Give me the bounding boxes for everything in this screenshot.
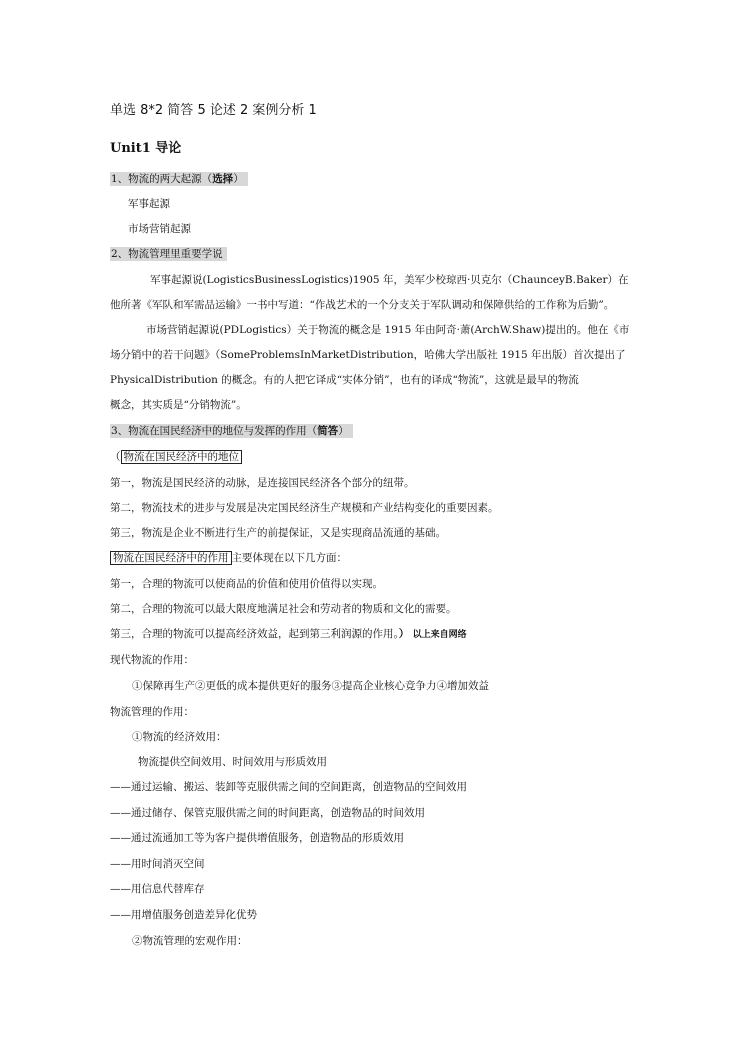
section-3-heading-close: ）	[338, 425, 349, 437]
section-3-heading	[110, 424, 353, 438]
mgmt-utility-types: 物流提供空间效用、时间效用与形质效用	[138, 756, 327, 768]
role-subheading	[110, 551, 347, 565]
section-3-heading-text: 3、物流在国民经济中的地位与发挥的作用（	[111, 425, 318, 437]
section-1-highlight	[110, 172, 248, 186]
position-item-2: 第二，物流技术的进步与发展是决定国民经济生产规模和产业结构变化的重要因素。	[110, 502, 499, 514]
origin-item-military: 军事起源	[128, 198, 170, 210]
exam-info: 单选 8*2 简答 5 论述 2 案例分析 1	[110, 103, 317, 118]
role-item-3-text: 第三，合理的物流可以提高经济效益，起到第三利润源的作用。	[110, 628, 399, 640]
position-item-3: 第三，物流是企业不断进行生产的前提保证，又是实现商品流通的基础。	[110, 527, 446, 539]
section-1-heading	[110, 172, 248, 186]
mgmt-role-label: 物流管理的作用：	[110, 706, 194, 718]
boxed-label-role: 物流在国民经济中的作用	[110, 551, 232, 565]
position-item-1: 第一，物流是国民经济的动脉，是连接国民经济各个部分的纽带。	[110, 477, 415, 489]
mgmt-dash-1: ——通过运输、搬运、装卸等克服供需之间的空间距离，创造物品的空间效用	[110, 781, 467, 793]
mgmt-dash-4: ——用时间消灭空间	[110, 858, 205, 870]
para-marketing-line-2: 场分销中的若干问题》（SomeProblemsInMarketDistribution，哈佛大学出版社 1915 年出版）首次提出了	[110, 349, 626, 361]
mgmt-economic-utility: ①物流的经济效用：	[132, 731, 227, 743]
position-subheading	[110, 450, 242, 464]
role-subheading-tail: 主要体现在以下几方面：	[231, 552, 347, 564]
origin-item-marketing: 市场营销起源	[128, 223, 191, 235]
mgmt-dash-2: ——通过储存、保管克服供需之间的时间距离，创造物品的时间效用	[110, 807, 425, 819]
section-1-heading-bold: 选择	[212, 173, 234, 185]
mgmt-dash-5: ——用信息代替库存	[110, 883, 205, 895]
section-3-heading-bold: 简答	[317, 425, 339, 437]
section-1-heading-close: ）	[233, 173, 244, 185]
boxed-label-position: 物流在国民经济中的地位	[121, 450, 243, 464]
para-marketing-line-1: 市场营销起源说(PDLogistics）关于物流的概念是 1915 年由阿奇·萧(ArchW.Shaw)提出的。他在《市	[146, 324, 630, 336]
role-item-2: 第二，合理的物流可以最大限度地满足社会和劳动者的物质和文化的需要。	[110, 603, 457, 615]
source-note: 以上来自网络	[412, 630, 467, 640]
section-3-highlight	[110, 424, 353, 438]
modern-role-line: ①保障再生产②更低的成本提供更好的服务③提高企业核心竞争力④增加效益	[132, 680, 489, 692]
open-paren: （	[110, 451, 121, 463]
para-marketing-line-3: PhysicalDistribution 的概念。有的人把它译成“实体分销”，也有的译成“物流”，这就是最早的物流	[110, 374, 579, 386]
section-1-heading-text: 1、物流的两大起源（	[111, 173, 213, 185]
role-item-1: 第一，合理的物流可以使商品的价值和使用价值得以实现。	[110, 578, 383, 590]
section-2-heading	[110, 247, 227, 261]
role-item-3	[110, 627, 467, 642]
para-military-line-1: 军事起源说(LogisticsBusinessLogistics)1905 年，美军少校琼西·贝克尔（ChaunceyB.Baker）在	[150, 274, 629, 286]
mgmt-dash-6: ——用增值服务创造差异化优势	[110, 909, 257, 921]
modern-role-label: 现代物流的作用：	[110, 654, 194, 666]
section-2-heading-text: 2、物流管理里重要学说	[110, 247, 227, 261]
para-marketing-line-4: 概念，其实质是“分销物流”。	[110, 399, 247, 411]
mgmt-macro-role: ②物流管理的宏观作用：	[132, 935, 248, 947]
para-military-line-2: 他所著《军队和军需品运输》一书中写道：“作战艺术的一个分支关于军队调动和保障供给的工作称为后勤”。	[110, 299, 615, 311]
mgmt-dash-3: ——通过流通加工等为客户提供增值服务，创造物品的形质效用	[110, 832, 404, 844]
unit-title: Unit1 导论	[110, 141, 182, 156]
close-paren: ）	[398, 628, 410, 640]
